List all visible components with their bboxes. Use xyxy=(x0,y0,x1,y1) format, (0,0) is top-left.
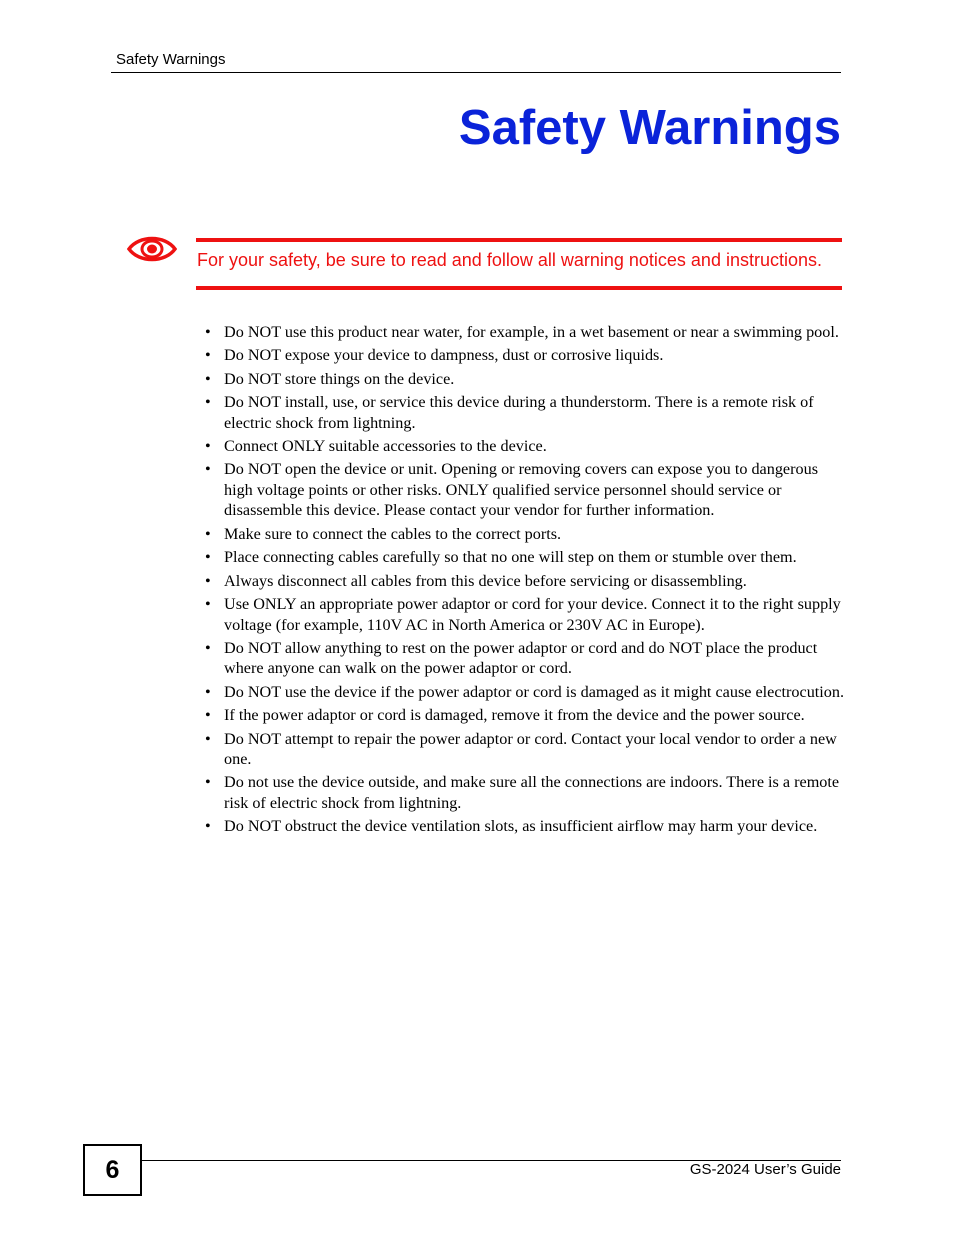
list-item-text: Do not use the device outside, and make sure all the connections are indoors. There is a remote risk of electric shock from lightning. xyxy=(224,773,840,812)
list-item xyxy=(205,638,845,679)
eye-icon xyxy=(127,234,177,264)
bullet-marker: • xyxy=(205,460,211,479)
bullet-marker: • xyxy=(205,682,211,701)
list-item-text: Do NOT obstruct the device ventilation slots, as insufficient airflow may harm your device. xyxy=(224,817,818,836)
list-item-text: Do NOT use the device if the power adaptor or cord is damaged as it might cause electrocution. xyxy=(224,682,845,701)
list-item xyxy=(205,392,845,433)
list-item-text: Do NOT store things on the device. xyxy=(224,369,455,388)
bullet-marker: • xyxy=(205,595,211,614)
list-item-text: Do NOT expose your device to dampness, dust or corrosive liquids. xyxy=(224,346,664,365)
list-item xyxy=(205,682,845,703)
bullet-marker: • xyxy=(205,548,211,567)
list-item-text: Use ONLY an appropriate power adaptor or cord for your device. Connect it to the right supply voltage (for example, 110V AC in North America or 230V AC in Europe). xyxy=(224,595,841,634)
list-item xyxy=(205,594,845,635)
bullet-marker: • xyxy=(205,773,211,792)
bullet-marker: • xyxy=(205,706,211,725)
list-item xyxy=(205,322,845,343)
list-item-text: Do NOT use this product near water, for example, in a wet basement or near a swimming pool. xyxy=(224,323,839,341)
list-item-text: Connect ONLY suitable accessories to the device. xyxy=(224,437,547,456)
list-item-text: If the power adaptor or cord is damaged, remove it from the device and the power source. xyxy=(224,706,805,725)
list-item-text: Do NOT install, use, or service this device during a thunderstorm. There is a remote risk of electric shock from lightning. xyxy=(224,393,814,432)
list-item xyxy=(205,772,845,813)
list-item-text: Place connecting cables carefully so that no one will step on them or stumble over them. xyxy=(224,548,797,567)
header-rule xyxy=(111,72,841,73)
list-item xyxy=(205,816,845,837)
list-item xyxy=(205,705,845,726)
safety-list xyxy=(205,322,845,840)
bullet-marker: • xyxy=(205,323,211,341)
list-item-text: Do NOT open the device or unit. Opening or removing covers can expose you to dangerous high voltage points or other risks. ONLY qualified service personnel should service or disassemble this device. Please contact your vendor for further information. xyxy=(224,460,818,520)
list-item-text: Make sure to connect the cables to the correct ports. xyxy=(224,524,562,543)
bullet-marker: • xyxy=(205,638,211,657)
warning-bottom-rule xyxy=(196,286,842,290)
list-item-text: Always disconnect all cables from this device before servicing or disassembling. xyxy=(224,571,747,590)
list-item xyxy=(205,436,845,457)
warning-text: For your safety, be sure to read and follow all warning notices and instructions. xyxy=(197,250,822,270)
list-item xyxy=(205,524,845,545)
list-item-text: Do NOT allow anything to rest on the power adaptor or cord and do NOT place the product where anyone can walk on the power adaptor or cord. xyxy=(224,638,818,678)
list-item xyxy=(205,459,845,521)
footer-guide-title: GS-2024 User’s Guide xyxy=(689,1161,841,1178)
list-item xyxy=(205,345,845,366)
page-title: Safety Warnings xyxy=(458,101,841,155)
bullet-marker: • xyxy=(205,571,211,590)
bullet-marker: • xyxy=(205,346,211,365)
bullet-marker: • xyxy=(205,524,211,543)
list-item-text: Do NOT attempt to repair the power adaptor or cord. Contact your local vendor to order a new one. xyxy=(224,729,837,769)
warning-top-rule xyxy=(196,238,842,242)
list-item xyxy=(205,369,845,390)
running-header: Safety Warnings xyxy=(116,51,226,68)
bullet-marker: • xyxy=(205,369,211,388)
bullet-marker: • xyxy=(205,437,211,456)
bullet-marker: • xyxy=(205,393,211,412)
page-number: 6 xyxy=(83,1144,142,1196)
bullet-marker: • xyxy=(205,729,211,748)
list-item xyxy=(205,571,845,592)
list-item xyxy=(205,547,845,568)
bullet-marker: • xyxy=(205,817,211,836)
list-item xyxy=(205,729,845,770)
